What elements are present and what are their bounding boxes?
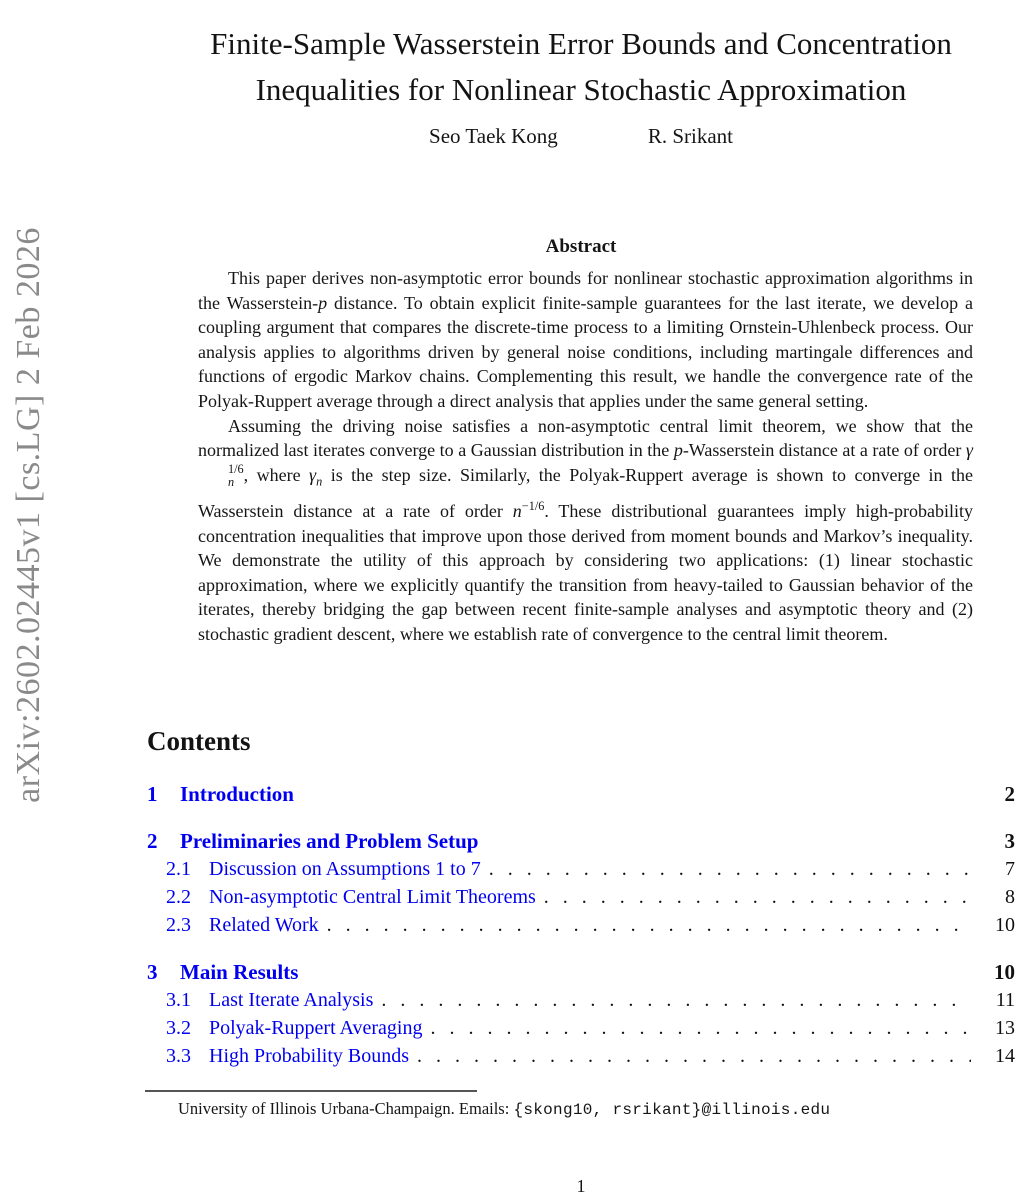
- abstract-paragraph-1: This paper derives non-asymptotic error bounds for nonlinear stochastic approximation algorithms in the Wasserstein-p distance. To obtain explicit finite-sample guarantees for the last iterate, we develop a coupling argument that compares the discrete-time process to a limiting Ornstein-Uhlenbeck process. Our analysis applies to algorithms driven by general noise conditions, including martingale differences and functions of ergodic Markov chains. Complementing this result, we handle the convergence rate of the Polyak-Ruppert average through a direct analysis that applies under the same general setting.: [198, 268, 973, 411]
- toc-entry-title: Related Work: [209, 914, 319, 936]
- toc-entry-number: 2.1: [166, 858, 191, 880]
- toc-entry-page: 3: [1004, 829, 1015, 853]
- toc-entry-number: 3.3: [166, 1045, 191, 1067]
- toc-entry-3.1[interactable]: [147, 986, 1015, 1014]
- toc-entry-page: 11: [995, 989, 1015, 1011]
- abstract-body: [198, 266, 973, 647]
- toc-entry-1[interactable]: [147, 780, 1015, 808]
- toc-entry-number: 2: [147, 829, 158, 853]
- toc-entry-number: 1: [147, 782, 158, 806]
- toc-entry-number: 2.2: [166, 886, 191, 908]
- toc-entry-number: 3.2: [166, 1017, 191, 1039]
- authors-row: [147, 124, 1015, 149]
- abstract-heading: Abstract: [545, 236, 617, 257]
- toc-list: [147, 780, 1015, 1070]
- arxiv-watermark: arXiv:2602.02445v1 [cs.LG] 2 Feb 2026: [10, 227, 47, 803]
- toc-entry-2.1[interactable]: [147, 855, 1015, 883]
- toc-entry-title: Preliminaries and Problem Setup: [180, 829, 479, 853]
- toc-entry-page: 8: [1005, 886, 1015, 908]
- toc-entry-2.3[interactable]: [147, 911, 1015, 939]
- toc-entry-page: 14: [995, 1045, 1015, 1067]
- toc-entry-title: Non-asymptotic Central Limit Theorems: [209, 886, 536, 908]
- footnote-email: {skong10, rsrikant}@illinois.edu: [513, 1101, 831, 1119]
- toc-entry-page: 10: [994, 960, 1015, 984]
- footnote-rule: [145, 1090, 477, 1092]
- paper-title: [147, 21, 1015, 113]
- toc-entry-2.2[interactable]: [147, 883, 1015, 911]
- toc-entry-title: Last Iterate Analysis: [209, 989, 374, 1011]
- toc-leader-dots: [544, 883, 971, 911]
- toc-leader-dots: [381, 986, 971, 1014]
- toc-entry-page: 7: [1005, 858, 1015, 880]
- toc-entry-title: Discussion on Assumptions 1 to 7: [209, 858, 481, 880]
- toc-leader-dots: [430, 1014, 971, 1042]
- footnote: [147, 1098, 1015, 1121]
- toc-entry-number: 3: [147, 960, 158, 984]
- toc-entry-number: 3.1: [166, 989, 191, 1011]
- toc-entry-title: Main Results: [180, 960, 299, 984]
- toc-leader-dots: [417, 1042, 971, 1070]
- author-1: Seo Taek Kong: [429, 124, 558, 148]
- toc-entry-page: 10: [995, 914, 1015, 936]
- toc-leader-dots: [489, 855, 971, 883]
- toc-entry-page: 2: [1004, 782, 1015, 806]
- toc-entry-3.3[interactable]: [147, 1042, 1015, 1070]
- title-line-2: Inequalities for Nonlinear Stochastic Approximation: [255, 71, 907, 107]
- contents-heading: Contents: [147, 726, 251, 756]
- author-2: R. Srikant: [647, 124, 733, 148]
- toc-entry-title: High Probability Bounds: [209, 1045, 410, 1067]
- abstract-paragraph-2: Assuming the driving noise satisfies a non-asymptotic central limit theorem, we show that the normalized last iterates converge to a Gaussian distribution in the p-Wasserstein distance at a rate of order γ 1/6 n , where $\gamma_n$ is the step size. Similarly, the Polyak-Ruppert average is shown to converge in the Wasserstein distance at a rate of order $n^{-1/6}$. These distributional guarantees imply high-probability concentration inequalities that improve upon those derived from moment bounds and Markov’s inequality. We demonstrate the utility of this approach by considering two applications: (1) linear stochastic approximation, where we explicitly quantify the transition from heavy-tailed to Gaussian behavior of the iterates, thereby bridging the gap between recent finite-sample analyses and asymptotic theory and (2) stochastic gradient descent, where we establish rate of convergence to the central limit theorem.: [198, 415, 974, 644]
- toc-entry-2[interactable]: [147, 827, 1015, 855]
- toc-entry-3.2[interactable]: [147, 1014, 1015, 1042]
- toc-leader-dots: [327, 911, 971, 939]
- toc-entry-title: Introduction: [180, 782, 294, 806]
- title-line-1: Finite-Sample Wasserstein Error Bounds and Concentration: [210, 25, 952, 61]
- toc-entry-title: Polyak-Ruppert Averaging: [209, 1017, 423, 1039]
- toc-entry-3[interactable]: [147, 958, 1015, 986]
- footnote-text: University of Illinois Urbana-Champaign. Emails:: [178, 1099, 514, 1118]
- toc-entry-number: 2.3: [166, 914, 191, 936]
- page-number: 1: [576, 1176, 586, 1196]
- toc-entry-page: 13: [995, 1017, 1015, 1039]
